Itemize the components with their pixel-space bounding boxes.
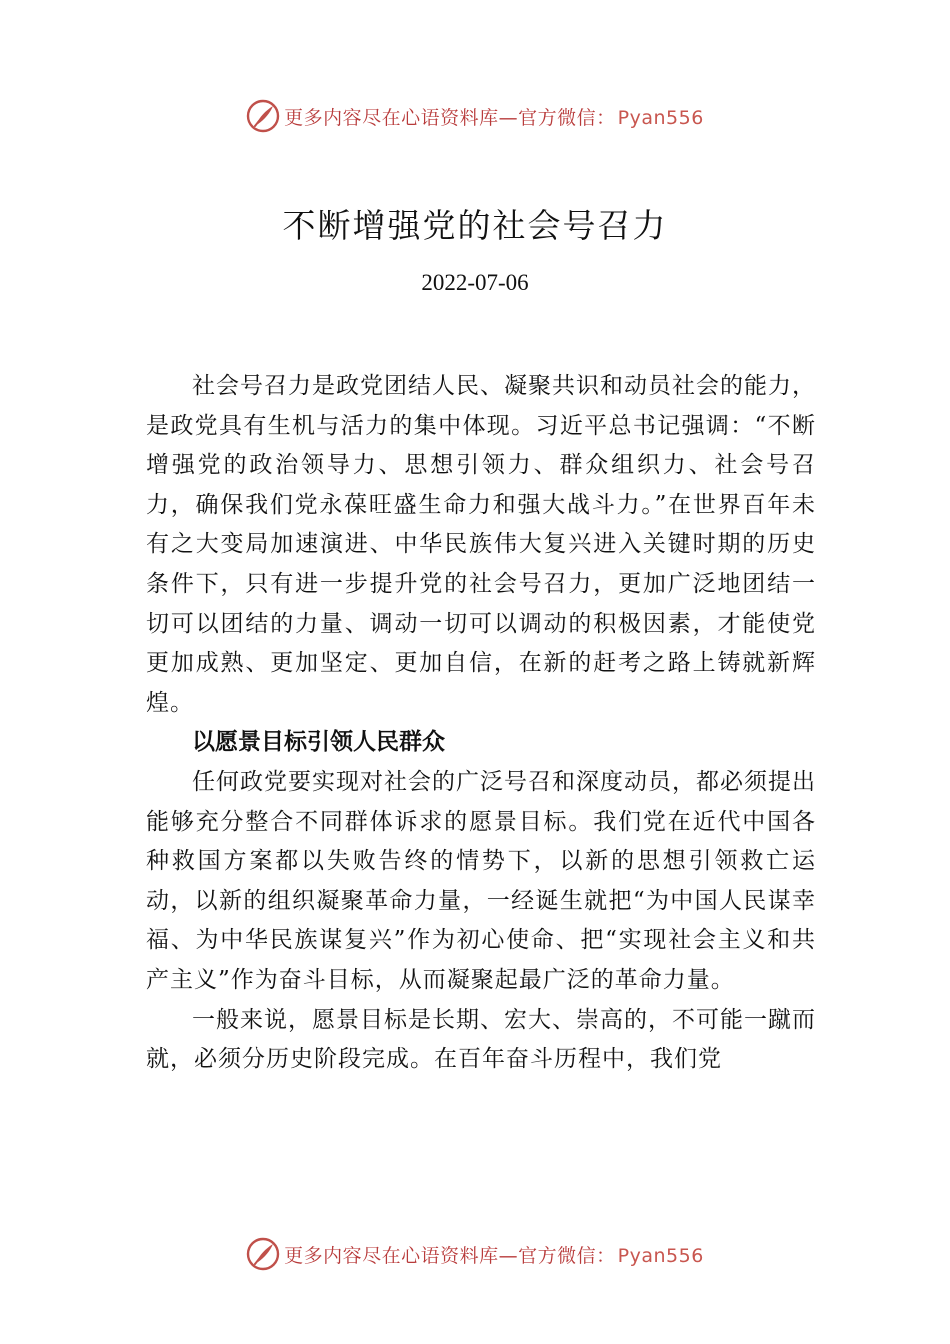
watermark-text: 更多内容尽在心语资料库—官方微信： Pyan556 — [284, 106, 704, 129]
paragraph: 社会号召力是政党团结人民、凝聚共识和动员社会的能力，是政党具有生机与活力的集中体现。习近平总书记强调：“不断增强党的政治领导力、思想引领力、群众组织力、社会号召力，确保我们党永葆旺盛生命力和强大战斗力。”在世界百年未有之大变局加速演进、中华民族伟大复兴进入关键时期的历史条件下，只有进一步提升党的社会号召力，更加广泛地团结一切可以团结的力量、调动一切可以调动的积极因素，才能使党更加成熟、更加坚定、更加自信，在新的赶考之路上铸就新辉煌。 — [146, 373, 816, 716]
article-body — [146, 367, 816, 1080]
header-watermark — [0, 96, 950, 136]
footer-watermark — [0, 1234, 950, 1274]
document-title: 不断增强党的社会号召力 — [282, 206, 668, 245]
paragraph: 任何政党要实现对社会的广泛号召和深度动员，都必须提出能够充分整合不同群体诉求的愿景目标。我们党在近代中国各种救国方案都以失败告终的情势下，以新的思想引领救亡运动，以新的组织凝聚革命力量，一经诞生就把“为中国人民谋幸福、为中华民族谋复兴”作为初心使命、把“实现社会主义和共产主义”作为奋斗目标，从而凝聚起最广泛的革命力量。 — [146, 768, 816, 993]
section-heading: 以愿景目标引领人民群众 — [192, 729, 445, 756]
wechat-id: Pyan556 — [617, 1244, 704, 1267]
quill-logo-icon — [246, 1237, 280, 1271]
wechat-id: Pyan556 — [617, 106, 704, 129]
watermark-text: 更多内容尽在心语资料库—官方微信： Pyan556 — [284, 1244, 704, 1267]
quill-logo-icon — [246, 99, 280, 133]
document-date: 2022-07-06 — [421, 270, 529, 295]
paragraph: 一般来说，愿景目标是长期、宏大、崇高的，不可能一蹴而就，必须分历史阶段完成。在百年奋斗历程中，我们党 — [146, 1006, 816, 1073]
